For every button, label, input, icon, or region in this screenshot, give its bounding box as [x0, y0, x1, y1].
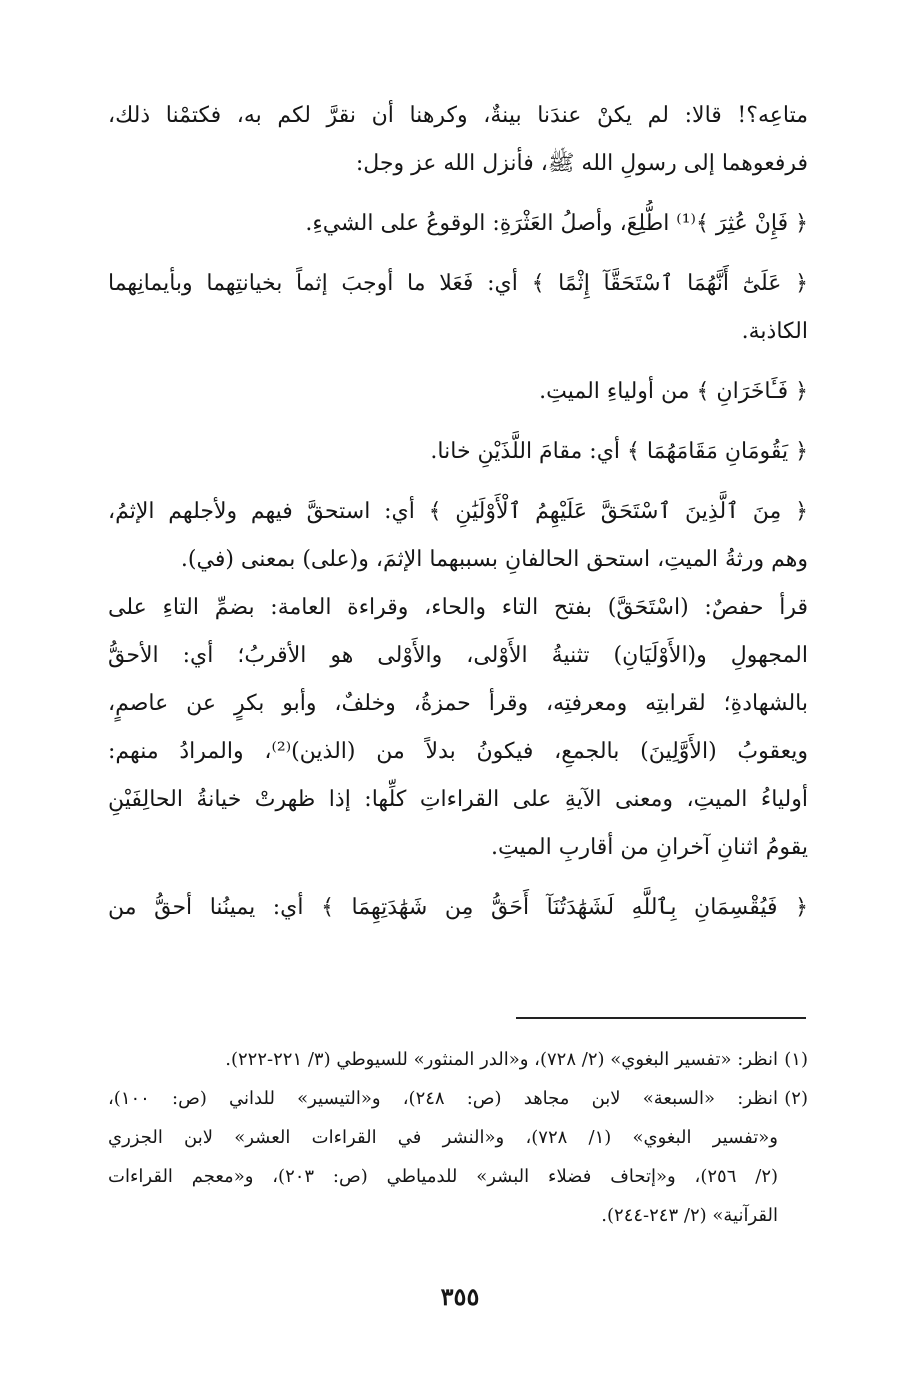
text-line: وهم ورثةُ الميتِ، استحق الحالفانِ بسببهما الإثمَ، و(على) بمعنى (في).	[180, 547, 808, 572]
text-line: يقومُ اثنانِ آخرانِ من أقاربِ الميتِ.	[490, 835, 808, 860]
quran-gloss-line: ﴿ عَلَىٰٓ أَنَّهُمَا ٱسْتَحَقَّآ إِثْمًا ﴾ أي: فَعَلا ما أوجبَ إثماً بخيانتِهما وبأيمانِهما	[108, 271, 808, 296]
text-line: متاعِه؟! قالا: لم يكنْ عندَنا بينةٌ، وكرهنا أن نقرَّ لكم به، فكتمْنا ذلك،	[108, 103, 808, 128]
footnote-2-continued: القرآنية» (٢/ ٢٤٣-٢٤٤).	[601, 1205, 778, 1226]
text-line: قرأ حفصٌ: (اسْتَحَقَّ) بفتح التاء والحاء، وقراءة العامة: بضمِّ التاءِ على	[108, 595, 808, 620]
text-line: الكاذبة.	[741, 319, 808, 344]
text-line: ويعقوبُ (الأَوَّلِينَ) بالجمعِ، فيكونُ بدلاً من (الذين)⁽²⁾، والمرادُ منهم:	[108, 739, 808, 764]
text-line: أولياءُ الميتِ، ومعنى الآيةِ على القراءاتِ كلِّها: إذا ظهرتْ خيانةُ الحالِفَيْنِ	[108, 787, 808, 812]
footnote-2	[108, 1079, 808, 1118]
footnote-number: (٢)	[784, 1088, 808, 1109]
text-line: المجهولِ و(الأَوْلَيَانِ) تثنيةُ الأَوْلى، والأَوْلى هو الأقربُ؛ أي: الأحقُّ	[108, 643, 808, 668]
text-line: فرفعوهما إلى رسولِ الله ﷺ، فأنزل الله عز وجل:	[355, 151, 808, 176]
quran-gloss-line: ﴿ يَقُومَانِ مَقَامَهُمَا ﴾ أي: مقامَ اللَّذَيْنِ خانا.	[430, 439, 808, 464]
page-number: ٣٥٥	[440, 1282, 480, 1311]
footnote-separator	[516, 1017, 806, 1019]
main-text	[108, 92, 808, 932]
footnote-2-continued: (٢/ ٢٥٦)، و«إتحاف فضلاء البشر» للدمياطي (ص: ٢٠٣)، و«معجم القراءات	[108, 1166, 779, 1187]
footnote-1	[108, 1040, 808, 1079]
footnotes	[108, 1040, 808, 1235]
quran-gloss-line: ﴿ فَيُقْسِمَانِ بِٱللَّهِ لَشَهَٰدَتُنَآ أَحَقُّ مِن شَهَٰدَتِهِمَا ﴾ أي: يمينُنا أحقُّ من	[108, 895, 808, 920]
quran-gloss-line: ﴿ فَإِنْ عُثِرَ ﴾⁽¹⁾ اطُّلِعَ، وأصلُ العَثْرَةِ: الوقوعُ على الشيءِ.	[305, 211, 808, 236]
quran-gloss-line: ﴿ فَـَٔاخَرَانِ ﴾ من أولياءِ الميتِ.	[539, 379, 808, 404]
text-line: بالشهادةِ؛ لقرابتِه ومعرفتِه، وقرأ حمزةُ، وخلفٌ، وأبو بكرٍ عن عاصمٍ،	[108, 691, 808, 716]
footnote-number: (١)	[784, 1049, 808, 1070]
footnote-text: انظر: «السبعة» لابن مجاهد (ص: ٢٤٨)، و«التيسير» للداني (ص: ١٠٠)،	[108, 1088, 778, 1109]
quran-gloss-line: ﴿ مِنَ ٱلَّذِينَ ٱسْتَحَقَّ عَلَيْهِمُ ٱلْأَوْلَيَٰنِ ﴾ أي: استحقَّ فيهم ولأجلهم الإثمُ،	[108, 499, 808, 524]
footnote-2-continued: و«تفسير البغوي» (١/ ٧٢٨)، و«النشر في القراءات العشر» لابن الجزري	[108, 1127, 778, 1148]
footnote-text: انظر: «تفسير البغوي» (٢/ ٧٢٨)، و«الدر المنثور» للسيوطي (٣/ ٢٢١-٢٢٢).	[225, 1049, 778, 1070]
